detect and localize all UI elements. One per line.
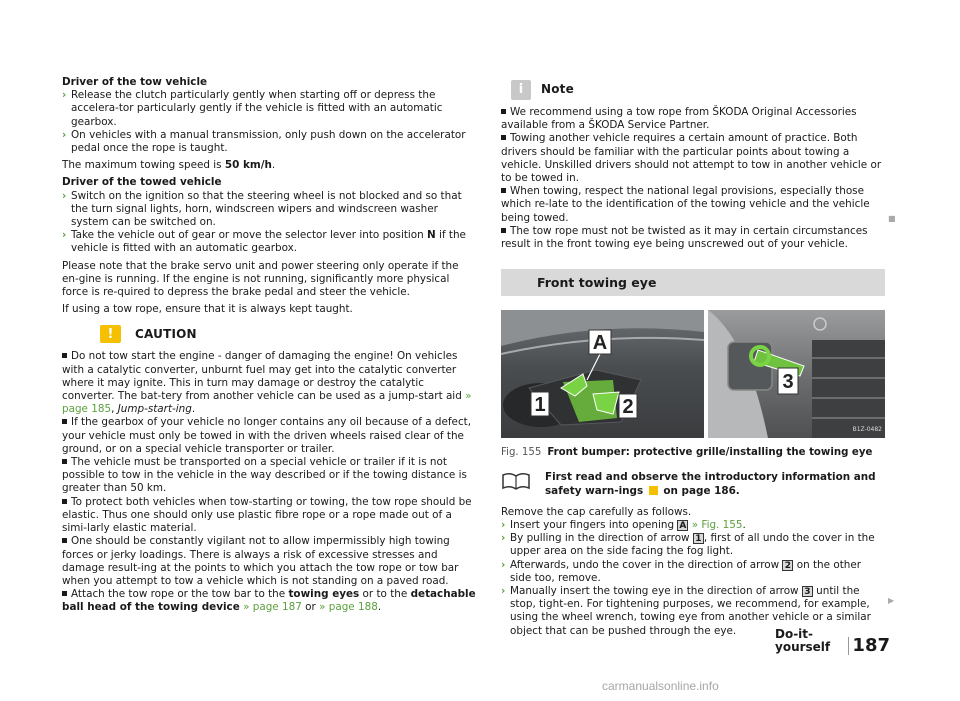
page-footer [775, 628, 890, 655]
page-link[interactable]: » page 188 [319, 601, 378, 614]
read-first-notice: First read and observe the introductory information and safety warn-ings on page 186. [501, 471, 885, 497]
note-item: When towing, respect the national legal provisions, especially those which re-late to the identification of the towing vehicle and the vehicle being towed. [501, 185, 870, 224]
figure-code: B1Z-0482 [852, 426, 882, 434]
caution-item: If the gearbox of your vehicle no longer contains any oil because of a defect, your vehicle must only be towed in with the driven wheels raised clear of the ground, or on a special vehicle transporter or trailer. [62, 416, 472, 455]
figure-caption: Fig. 155 Front bumper: protective grille/installing the towing eye [501, 447, 873, 459]
label-box: 2 [782, 560, 793, 571]
note-title: Note [541, 82, 574, 97]
note-banner [501, 80, 885, 100]
remove-step-2: › By pulling in the direction of arrow 1 , first of all undo the cover in the upper area on the side facing the fog light. [501, 532, 875, 558]
chevron-right-icon: › [62, 89, 67, 102]
caution-banner [62, 324, 476, 344]
caution-title: CAUTION [135, 326, 197, 341]
section-heading: Front towing eye [501, 269, 885, 296]
info-icon: i [511, 80, 531, 100]
tow-driver-heading: Driver of the tow vehicle [62, 76, 208, 88]
left-column [62, 76, 476, 615]
note-item: The tow rope must not be twisted as it may in certain circumstances result in the front towing eye being unscrewed out of your vehicle. [501, 224, 868, 251]
book-icon [501, 471, 531, 497]
chevron-right-icon: › [62, 229, 67, 242]
remove-intro: Remove the cap carefully as follows. [501, 505, 692, 518]
towed-step-2: › Take the vehicle out of gear or move the selector lever into position N if the vehicle is fitted with an automatic gearbox. [62, 229, 466, 255]
remove-step-3: › Afterwards, undo the cover in the direction of arrow 2 on the other side too, remove. [501, 558, 862, 584]
towed-step-1: › Switch on the ignition so that the steering wheel is not blocked and so that the turn signal lights, horn, windscreen wipers and windscreen washer system can be switched on. [62, 189, 462, 229]
page-link[interactable]: » page 187 [243, 601, 302, 614]
note-item: Towing another vehicle requires a certain amount of practice. Both drivers should be familiar with the particular points about towing a vehicle. Unskilled drivers should not attempt to tow in another vehicle or to be towed in. [501, 132, 882, 185]
chevron-right-icon: › [62, 128, 67, 141]
end-mark-icon: ■ [888, 214, 896, 223]
chevron-right-icon: › [501, 532, 506, 545]
watermark: carmanualsonline.info [602, 679, 719, 693]
chevron-right-icon: › [62, 189, 67, 202]
label-box: 3 [802, 586, 813, 597]
caution-item: The vehicle must be transported on a special vehicle or trailer if it is not possible to tow in the vehicle in the way described or if the towing distance is greater than 50 km. [62, 456, 467, 495]
towing-eye-photo [708, 310, 885, 438]
caution-item: To protect both vehicles when tow-starting or towing, the tow rope should be elastic. Thus one should only use plastic fibre rope or a rope made out of a simi-larly elastic material. [62, 495, 472, 535]
tow-step-1: › Release the clutch particularly gently when starting off or depress the accelera-tor particularly gently if the vehicle is fitted with an automatic gearbox. [62, 89, 443, 128]
note-item: We recommend using a tow rope from ŠKODA Original Accessories available from a ŠKODA Service Partner. [501, 106, 857, 132]
figure-link[interactable]: » Fig. 155 [688, 519, 743, 532]
caution-item: Attach the tow rope or the tow bar to the towing eyes or to the detachable ball head of the towing device » page 187 or » page 188. [62, 588, 476, 614]
page-link[interactable]: » page 185 [62, 390, 472, 416]
label-2: 2 [622, 396, 634, 419]
remove-step-4: › Manually insert the towing eye in the direction of arrow 3 until the stop, tight-en. For tightening purposes, we recommend, for example, using the wheel wrench, towing eye from another vehicle or a similar object that can be pushed through the eye. [501, 585, 871, 637]
servo-paragraph: Please note that the brake servo unit and power steering only operate if the en-gine is running. If the engine is not running, significantly more physical force is re-quired to depress the brake pedal and steer the vehicle. [62, 259, 459, 299]
chevron-right-icon: › [501, 519, 506, 532]
bumper-grille-photo [501, 310, 704, 438]
label-box: 1 [693, 533, 704, 544]
max-speed-text: The maximum towing speed is 50 km/h. [62, 159, 276, 172]
label-box: A [677, 520, 688, 531]
chevron-right-icon: › [501, 585, 506, 598]
chevron-right-icon: › [501, 558, 506, 571]
continue-arrow-icon: ▶ [888, 596, 895, 605]
warning-icon: ! [100, 325, 121, 343]
caution-item: Do not tow start the engine - danger of damaging the engine! On vehicles with a catalytic converter, unburnt fuel may get into the catalytic converter where it may ignite. This in turn may damage or destroy the catalytic converter. The bat-tery from another vehicle can be used as a jump-start aid » page 185, Jump-start-ing. [62, 350, 472, 416]
page-number: 187 [852, 635, 890, 657]
warning-icon [649, 486, 658, 495]
rope-paragraph: If using a tow rope, ensure that it is always kept taught. [62, 303, 353, 316]
remove-step-1: › Insert your fingers into opening A » Fig. 155. [501, 519, 746, 532]
label-3: 3 [782, 371, 794, 394]
label-a: A [592, 332, 608, 355]
right-column [501, 76, 885, 638]
caution-item: One should be constantly vigilant not to allow impermissibly high towing forces or jerky loadings. There is always a risk of excessive stresses and damage result-ing at the points to which you attach the tow rope or tow bar when you attempt to tow a vehicle which is not standing on a paved road. [62, 535, 459, 587]
label-1: 1 [534, 394, 546, 417]
tow-step-2: › On vehicles with a manual transmission, only push down on the accelerator pedal once the rope is taught. [62, 128, 466, 155]
towed-driver-heading: Driver of the towed vehicle [62, 176, 222, 189]
figure-155 [501, 310, 885, 438]
footer-label: Do-it-yourself [775, 627, 831, 655]
